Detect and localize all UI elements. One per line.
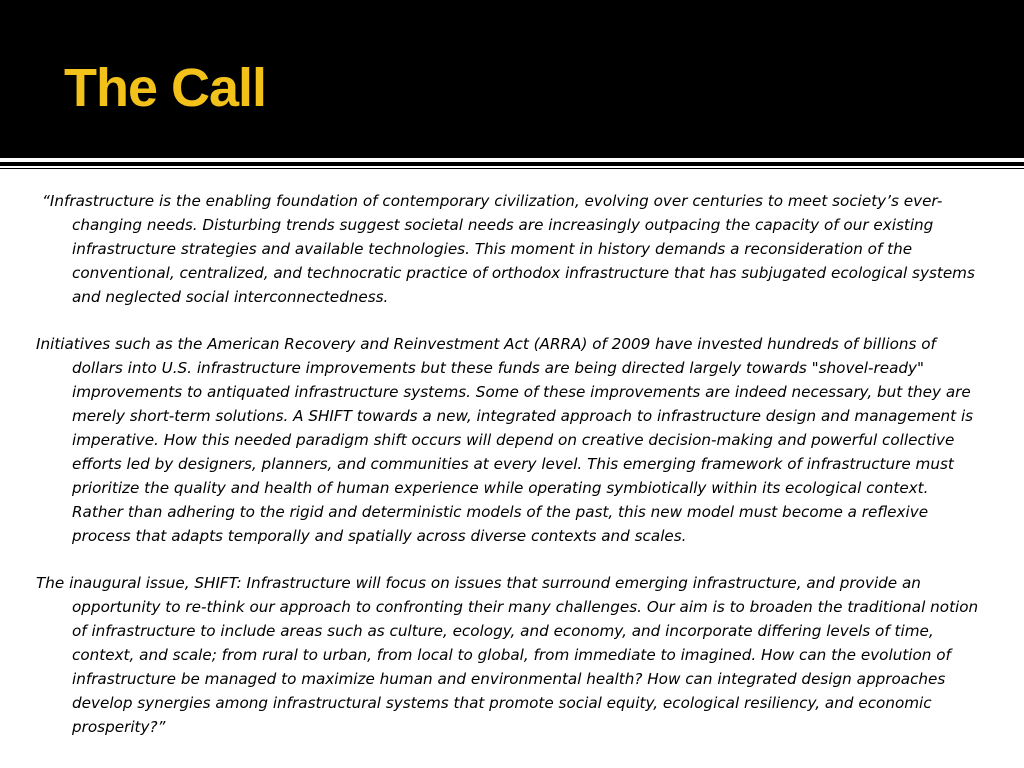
- paragraph-1: “Infrastructure is the enabling foundation of contemporary civilization, evolving over centuries to meet society’s ever-changing needs. Disturbing trends suggest societal needs are increasingly outpacing the capacity of our existing infrastructure strategies and available technologies. This moment in history demands a reconsideration of the conventional, centralized, and technocratic practice of orthodox infrastructure that has subjugated ecological systems and neglected social interconnectedness.: [42, 192, 975, 306]
- header-divider-thin: [0, 168, 1024, 169]
- paragraph-3: The inaugural issue, SHIFT: Infrastructure will focus on issues that surround emerging infrastructure, and provide an opportunity to re-think our approach to confronting their many challenges. Our aim is to broaden the traditional notion of infrastructure to include areas such as culture, ecology, and economy, and incorporate differing levels of time, context, and scale; from rural to urban, from local to global, from immediate to imagined. How can the evolution of infrastructure be managed to maximize human and environmental health? How can integrated design approaches develop synergies among infrastructural systems that promote social equity, ecological resiliency, and economic prosperity?”: [36, 574, 979, 736]
- header-divider-thick: [0, 162, 1024, 166]
- paragraph-2: Initiatives such as the American Recovery and Reinvestment Act (ARRA) of 2009 have invested hundreds of billions of dollars into U.S. infrastructure improvements but these funds are being directed largely towards "shovel-ready" improvements to antiquated infrastructure systems. Some of these improvements are indeed necessary, but they are merely short-term solutions. A SHIFT towards a new, integrated approach to infrastructure design and management is imperative. How this needed paradigm shift occurs will depend on creative decision-making and powerful collective efforts led by designers, planners, and communities at every level. This emerging framework of infrastructure must prioritize the quality and health of human experience while operating symbiotically within its ecological context. Rather than adhering to the rigid and deterministic models of the past, this new model must become a reflexive process that adapts temporally and spatially across diverse contexts and scales.: [36, 335, 974, 545]
- slide-title: The Call: [64, 58, 267, 118]
- slide-body: [36, 190, 984, 764]
